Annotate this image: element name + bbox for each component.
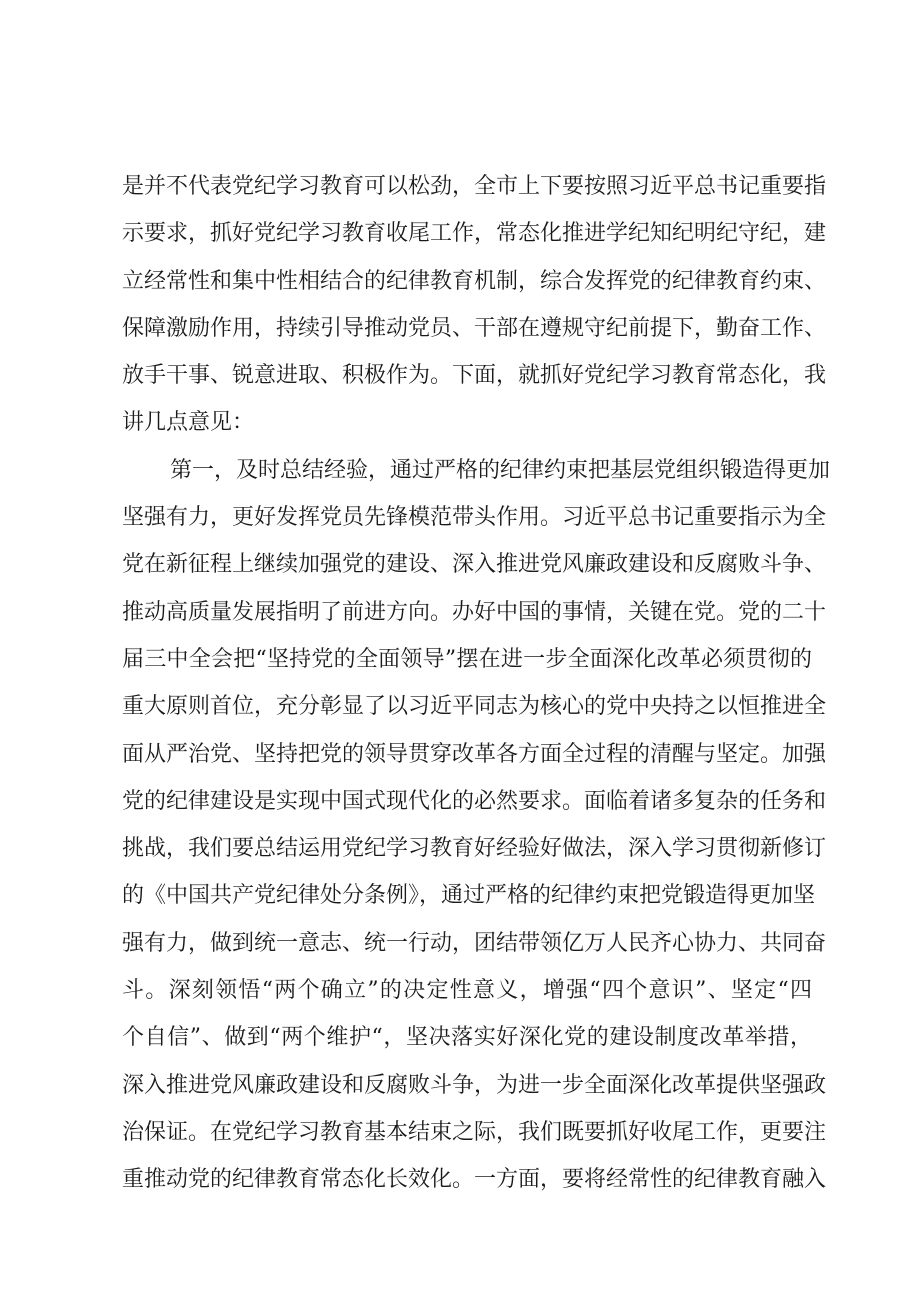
paragraph-2-line-6: 重大原则首位，充分彰显了以习近平同志为核心的党中央持之以恒推进全 [122, 694, 827, 720]
paragraph-2-line-9: 挑战，我们要总结运用党纪学习教育好经验好做法，深入学习贯彻新修订 [122, 836, 827, 862]
paragraph-2-line-11: 强有力，做到统一意志、统一行动，团结带领亿万人民齐心协力、共同奋 [122, 930, 827, 956]
paragraph-1-line-1: 是并不代表党纪学习教育可以松劲，全市上下要按照习近平总书记重要指 [122, 174, 827, 199]
paragraph-2-line-7: 面从严治党、坚持把党的领导贯穿改革各方面全过程的清醒与坚定。加强 [122, 741, 827, 767]
paragraph-2-line-15: 治保证。在党纪学习教育基本结束之际，我们既要抓好收尾工作，更要注 [122, 1119, 827, 1145]
paragraph-2-line-2: 坚强有力，更好发挥党员先锋模范带头作用。习近平总书记重要指示为全 [122, 505, 827, 531]
paragraph-1-line-5: 放手干事、锐意进取、积极作为。下面，就抓好党纪学习教育常态化，我 [122, 363, 827, 389]
paragraph-2-line-16: 重推动党的纪律教育常态化长效化。一方面，要将经常性的纪律教育融入 [122, 1167, 827, 1193]
paragraph-2-line-4: 推动高质量发展指明了前进方向。办好中国的事情，关键在党。党的二十 [122, 599, 827, 625]
paragraph-1-line-2: 示要求，抓好党纪学习教育收尾工作，常态化推进学纪知纪明纪守纪，建 [122, 221, 827, 247]
paragraph-2-line-13: 个自信”、做到“两个维护“，坚决落实好深化党的建设制度改革举措， [122, 1025, 812, 1051]
paragraph-2-line-5: 届三中全会把“坚持党的全面领导”摆在进一步全面深化改革必须贯彻的 [122, 646, 812, 672]
paragraph-2-line-10: 的《中国共产党纪律处分条例》，通过严格的纪律约束把党锻造得更加坚 [122, 883, 816, 909]
paragraph-2-line-1: 第一，及时总结经验，通过严格的纪律约束把基层党组织锻造得更加 [170, 457, 831, 483]
paragraph-2-line-12: 斗。深刻领悟“两个确立”的决定性意义，增强“四个意识”、坚定“四 [122, 978, 812, 1004]
paragraph-1-line-3: 立经常性和集中性相结合的纪律教育机制，综合发挥党的纪律教育约束、 [122, 268, 827, 294]
paragraph-2-line-8: 党的纪律建设是实现中国式现代化的必然要求。面临着诸多复杂的任务和 [122, 788, 827, 814]
body-text [122, 163, 831, 1204]
paragraph-1-line-4: 保障激励作用，持续引导推动党员、干部在遵规守纪前提下，勤奋工作、 [122, 315, 827, 341]
paragraph-2-line-3: 党在新征程上继续加强党的建设、深入推进党风廉政建设和反腐败斗争、 [122, 552, 827, 578]
paragraph-1-line-6: 讲几点意见： [122, 410, 255, 436]
paragraph-2-line-14: 深入推进党风廉政建设和反腐败斗争，为进一步全面深化改革提供坚强政 [122, 1072, 827, 1098]
